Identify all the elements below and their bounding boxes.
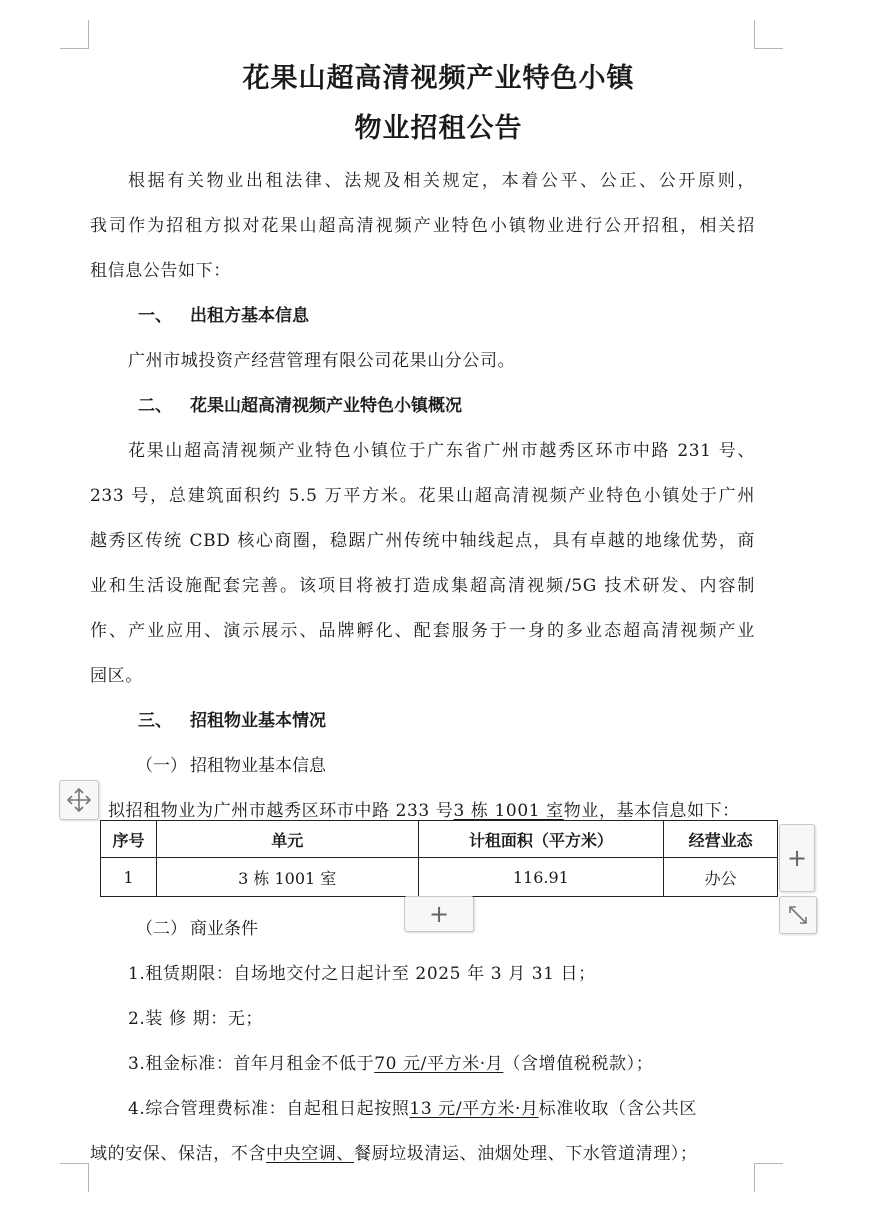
- plus-icon: +: [786, 844, 808, 872]
- add-row-button[interactable]: [404, 896, 474, 932]
- table-cell[interactable]: 办公: [664, 858, 778, 897]
- table-header: 单元: [156, 821, 418, 858]
- plus-icon: +: [428, 900, 450, 928]
- property-info-table: [100, 820, 778, 897]
- paragraph: [108, 796, 773, 821]
- underlined-fee: 13 元/平方米·月: [409, 1099, 539, 1119]
- table-header-row: [101, 821, 778, 858]
- section-heading: [138, 391, 462, 416]
- subsection-heading: [136, 751, 326, 776]
- section-number: 一、: [138, 306, 172, 326]
- paragraph-line: 作、产业应用、演示展示、品牌孵化、配套服务于一身的多业态超高清视频产业: [90, 621, 755, 641]
- section-title: 出租方基本信息: [190, 306, 309, 326]
- page-corner-mark: [60, 20, 89, 49]
- page-corner-mark: [60, 1163, 89, 1192]
- condition-item: [128, 1049, 755, 1074]
- resize-arrows-icon: [786, 903, 810, 927]
- text-run: 4.综合管理费标准：自起租日起按照: [128, 1099, 410, 1119]
- text-run: 域的安保、保洁，不含: [90, 1144, 266, 1164]
- underlined-unit: 3 栋 1001 室: [453, 801, 564, 821]
- paragraph-line: 233 号，总建筑面积约 5.5 万平方米。花果山超高清视频产业特色小镇处于广州: [90, 486, 755, 506]
- underlined-text: 中央空调、: [266, 1144, 354, 1164]
- page-corner-mark: [754, 20, 783, 49]
- subsection-title: 招租物业基本信息: [190, 756, 326, 776]
- intro-line: 我司作为招租方拟对花果山超高清视频产业特色小镇物业进行公开招租，相关招: [90, 216, 755, 236]
- table-move-handle[interactable]: [59, 780, 99, 820]
- section-heading: [138, 301, 309, 326]
- table-header: 计租面积（平方米）: [418, 821, 664, 858]
- condition-item: [128, 1094, 755, 1119]
- subsection-number: （二）: [136, 919, 187, 939]
- section-heading: [138, 706, 326, 731]
- section-number: 三、: [138, 711, 172, 731]
- table-cell[interactable]: 116.91: [418, 858, 664, 897]
- paragraph-line: 越秀区传统 CBD 核心商圈，稳踞广州传统中轴线起点，具有卓越的地缘优势，商: [90, 531, 755, 551]
- condition-item: 1.租赁期限：自场地交付之日起计至 2025 年 3 月 31 日；: [128, 964, 596, 984]
- condition-item: 2.装 修 期：无；: [128, 1009, 264, 1029]
- text-run: 拟招租物业为广州市越秀区环市中路 233 号: [108, 801, 454, 821]
- table-header: 序号: [101, 821, 157, 858]
- section-title: 花果山超高清视频产业特色小镇概况: [190, 396, 462, 416]
- subsection-number: （一）: [136, 756, 187, 776]
- section-number: 二、: [138, 396, 172, 416]
- paragraph-line: 花果山超高清视频产业特色小镇位于广东省广州市越秀区环市中路 231 号、: [128, 441, 755, 461]
- table-cell[interactable]: 1: [101, 858, 157, 897]
- intro-line: 根据有关物业出租法律、法规及相关规定，本着公平、公正、公开原则，: [128, 171, 755, 191]
- intro-line: 租信息公告如下：: [90, 261, 231, 281]
- condition-item-continued: [90, 1139, 755, 1164]
- underlined-rent: 70 元/平方米·月: [374, 1054, 504, 1074]
- table-cell[interactable]: 3 栋 1001 室: [156, 858, 418, 897]
- paragraph-line: 园区。: [90, 666, 143, 686]
- text-run: 标准收取（含公共区: [538, 1099, 697, 1119]
- paragraph: 广州市城投资产经营管理有限公司花果山分公司。: [128, 351, 516, 371]
- subsection-title: 商业条件: [190, 919, 258, 939]
- text-run: 物业，基本信息如下：: [563, 801, 740, 821]
- table-header: 经营业态: [664, 821, 778, 858]
- text-run: 餐厨垃圾清运、油烟处理、下水管道清理）；: [354, 1144, 698, 1164]
- table-resize-handle[interactable]: [779, 896, 817, 934]
- document-subtitle: 物业招租公告: [354, 113, 523, 144]
- table-row: [101, 858, 778, 897]
- section-title: 招租物业基本情况: [190, 711, 326, 731]
- text-run: （含增值税税款）；: [503, 1054, 654, 1074]
- document-title: 花果山超高清视频产业特色小镇: [242, 63, 635, 94]
- page-corner-mark: [754, 1163, 783, 1192]
- move-arrows-icon: [65, 786, 93, 814]
- paragraph-line: 业和生活设施配套完善。该项目将被打造成集超高清视频/5G 技术研发、内容制: [90, 576, 755, 596]
- add-column-button[interactable]: [779, 824, 815, 892]
- text-run: 3.租金标准：首年月租金不低于: [128, 1054, 375, 1074]
- subsection-heading: [136, 914, 258, 939]
